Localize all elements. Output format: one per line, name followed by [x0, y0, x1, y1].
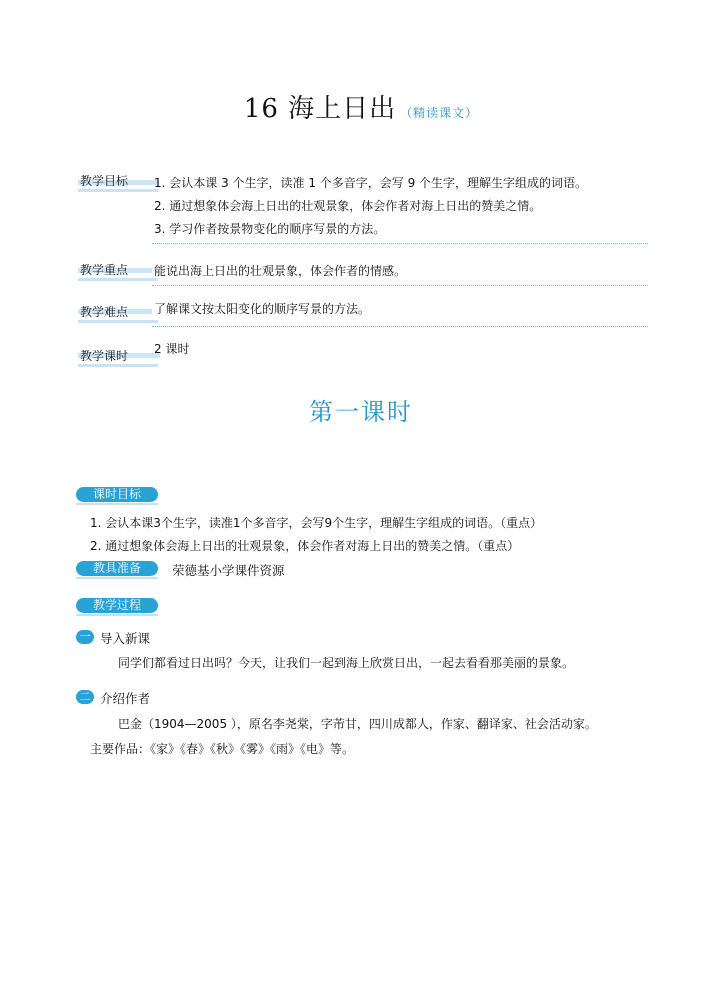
step-2-number: 二: [76, 690, 94, 704]
hours-text: 2 课时: [154, 342, 190, 356]
key-text: 能说出海上日出的壮观景象，体会作者的情感。: [154, 264, 407, 278]
pill-underline: [76, 614, 158, 616]
difficulty-label: 教学难点: [78, 303, 158, 320]
process-pill: 教学过程: [76, 598, 158, 613]
title-main: 16 海上日出: [243, 94, 397, 124]
step-1-text: 同学们都看过日出吗？今天，让我们一起到海上欣赏日出，一起去看看那美丽的景象。: [118, 656, 575, 670]
lesson-goals-pill: 课时目标: [76, 487, 158, 502]
goal-1: 1. 会认本课 3 个生字，读准 1 个多音字，会写 9 个生字，理解生字组成的词语。: [154, 176, 588, 190]
lesson-title: 第一课时: [309, 398, 413, 426]
divider: [152, 326, 648, 327]
divider: [152, 285, 648, 286]
lesson-goal-1: 1. 会认本课3个生字，读准1个多音字，会写9个生字，理解生字组成的词语。（重点）: [90, 516, 543, 530]
step-1-number: 一: [76, 630, 94, 644]
pill-underline: [76, 503, 158, 505]
goal-3: 3. 学习作者按景物变化的顺序写景的方法。: [154, 222, 386, 236]
step-1-title: 导入新课: [100, 631, 151, 646]
goal-2: 2. 通过想象体会海上日出的壮观景象，体会作者对海上日出的赞美之情。: [154, 199, 542, 213]
key-label: 教学重点: [78, 261, 158, 278]
hours-label: 教学课时: [78, 347, 158, 364]
difficulty-text: 了解课文按太阳变化的顺序写景的方法。: [154, 302, 371, 316]
title-subtitle: （精读课文）: [400, 106, 479, 120]
divider: [152, 243, 648, 244]
step-2-text2: 主要作品：《家》《春》《秋》《雾》《雨》《电》等。: [90, 742, 355, 756]
step-2-text: 巴金（1904—2005 ），原名李尧棠，字芾甘，四川成都人，作家、翻译家、社会活动家。: [118, 717, 597, 731]
lesson-goal-2: 2. 通过想象体会海上日出的壮观景象，体会作者对海上日出的赞美之情。（重点）: [90, 539, 520, 553]
goals-label: 教学目标: [78, 172, 158, 189]
prep-text: 荣德基小学课件资源: [172, 563, 285, 578]
pill-underline: [76, 577, 158, 579]
page-title: [0, 88, 722, 125]
step-2-title: 介绍作者: [100, 691, 151, 706]
prep-pill: 教具准备: [76, 561, 158, 576]
